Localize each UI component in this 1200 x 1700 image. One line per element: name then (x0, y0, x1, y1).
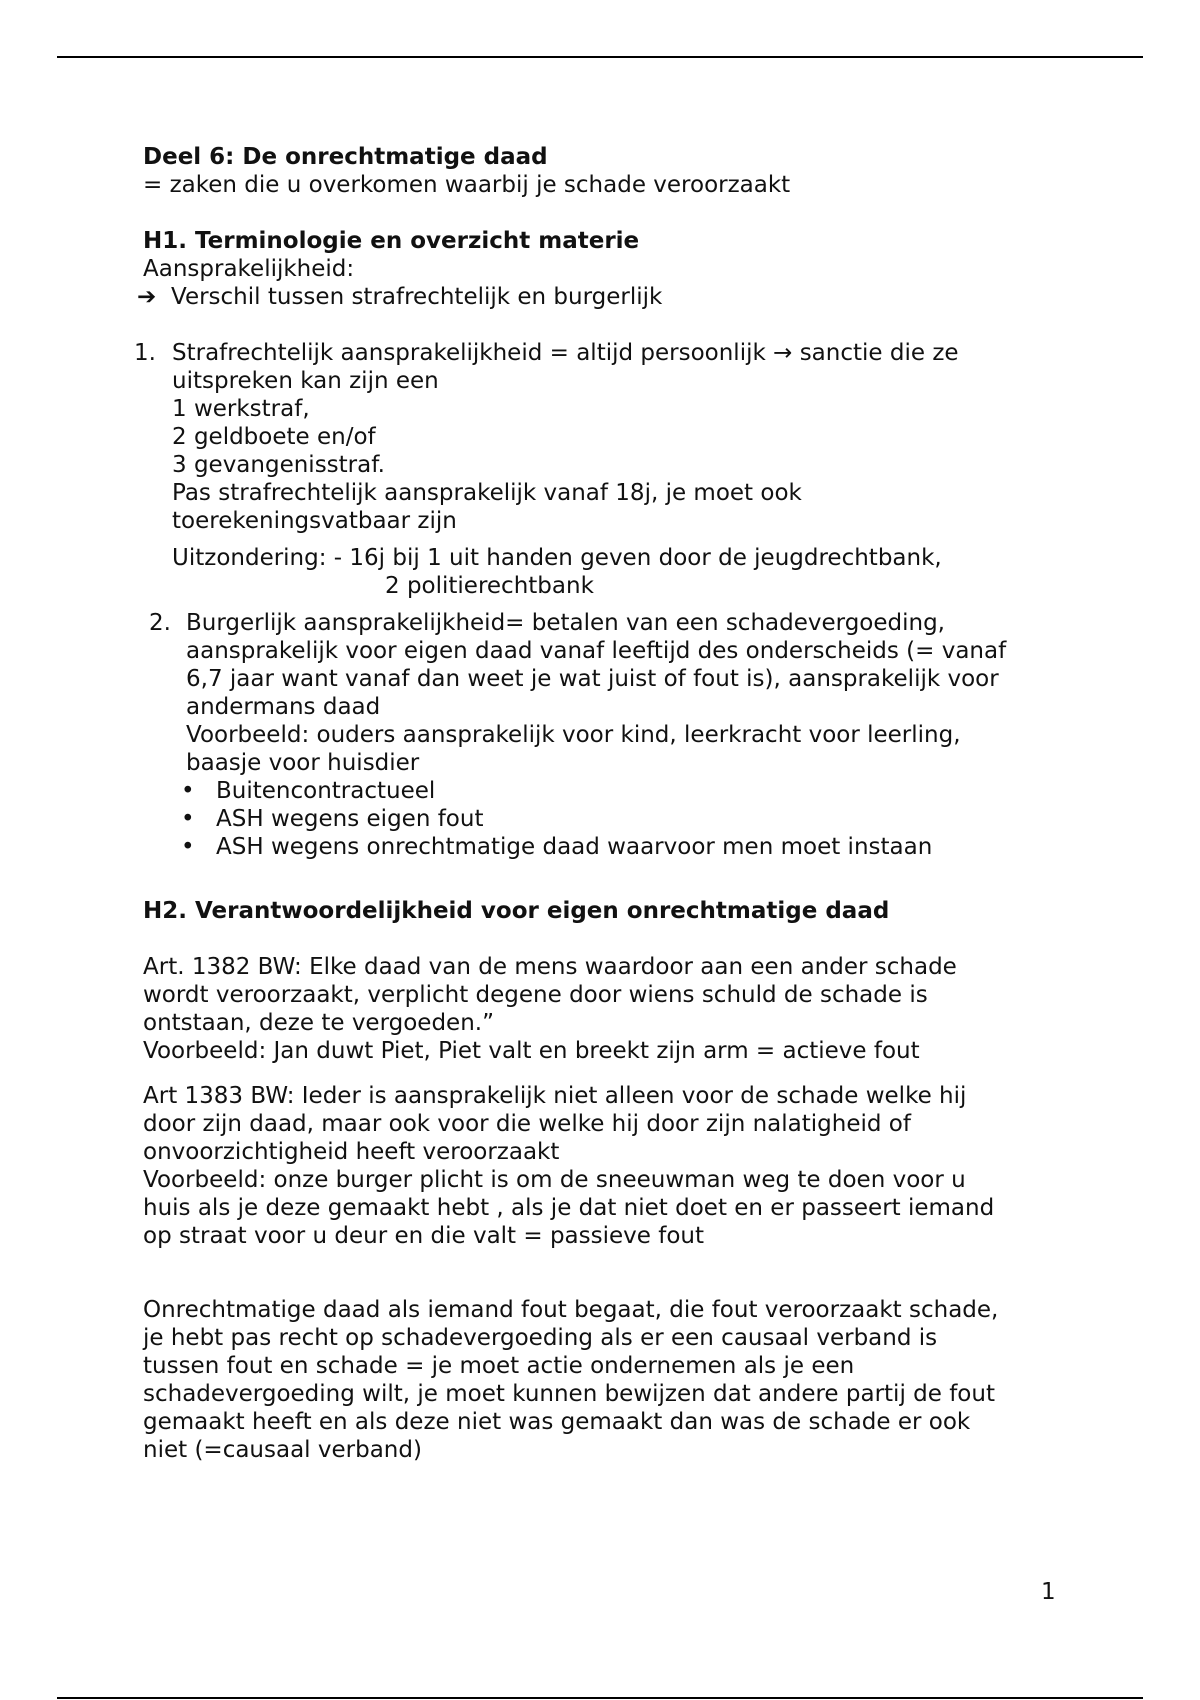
section-h2-heading: H2. Verantwoordelijkheid voor eigen onrechtmatige daad (143, 898, 890, 924)
bullet-item: • ASH wegens onrechtmatige daad waarvoor men moet instaan (181, 834, 933, 860)
bullet-icon: • (181, 806, 195, 832)
list-line: uitspreken kan zijn een (172, 368, 439, 394)
list-line: aansprakelijk voor eigen daad vanaf leeftijd des onderscheids (= vanaf (186, 638, 1007, 664)
list-line: 2 geldboete en/of (172, 424, 376, 450)
paragraph-line: Art. 1382 BW: Elke daad van de mens waardoor aan een ander schade (143, 954, 957, 980)
list-item-criminal (134, 339, 1083, 535)
document-body (134, 143, 1083, 1464)
paragraph-line: Voorbeeld: onze burger plicht is om de sneeuwman weg te doen voor u (143, 1167, 966, 1193)
arrow-item-text: Verschil tussen strafrechtelijk en burgerlijk (171, 284, 663, 310)
section-h1-heading: H1. Terminologie en overzicht materie (143, 228, 640, 254)
bullet-item: • ASH wegens eigen fout (181, 806, 484, 832)
bullet-icon: • (181, 834, 195, 860)
paragraph-line: tussen fout en schade = je moet actie ondernemen als je een (143, 1353, 855, 1379)
list-line: 1 werkstraf, (172, 396, 310, 422)
paragraph-line: gemaakt heeft en als deze niet was gemaakt dan was de schade er ook (143, 1409, 971, 1435)
intro-line: = zaken die u overkomen waarbij je schade veroorzaakt (143, 172, 791, 198)
paragraph-line: Art 1383 BW: Ieder is aansprakelijk niet alleen voor de schade welke hij (143, 1083, 967, 1109)
liability-label: Aansprakelijkheid: (143, 256, 355, 282)
bullet-item: • Buitencontractueel (181, 778, 436, 804)
list-line: Pas strafrechtelijk aansprakelijk vanaf 18j, je moet ook (172, 480, 802, 506)
list-line: 6,7 jaar want vanaf dan weet je wat juist of fout is), aansprakelijk voor (186, 666, 999, 692)
arrow-item (137, 283, 1083, 311)
paragraph-line: wordt veroorzaakt, verplicht degene door wiens schuld de schade is (143, 982, 928, 1008)
paragraph-line: schadevergoeding wilt, je moet kunnen bewijzen dat andere partij de fout (143, 1381, 995, 1407)
list-number: 2. (149, 610, 171, 636)
bullet-icon: • (181, 778, 195, 804)
paragraph-line: op straat voor u deur en die valt = passieve fout (143, 1223, 704, 1249)
document-title: Deel 6: De onrechtmatige daad (143, 144, 548, 170)
paragraph-line: onvoorzichtigheid heeft veroorzaakt (143, 1139, 560, 1165)
exception-line: 2 politierechtbank (385, 573, 594, 599)
paragraph-line: niet (=causaal verband) (143, 1437, 422, 1463)
causal-paragraph (143, 1296, 1083, 1464)
paragraph-line: Onrechtmatige daad als iemand fout begaat, die fout veroorzaakt schade, (143, 1297, 999, 1323)
arrow-right-icon: ➔ (137, 284, 157, 310)
paragraph-line: ontstaan, deze te vergoeden.” (143, 1010, 495, 1036)
footer-rule (57, 1697, 1143, 1699)
bullet-list (143, 777, 1083, 861)
list-line: Voorbeeld: ouders aansprakelijk voor kind, leerkracht voor leerling, (186, 722, 961, 748)
paragraph-line: huis als je deze gemaakt hebt , als je dat niet doet en er passeert iemand (143, 1195, 995, 1221)
paragraph-line: door zijn daad, maar ook voor die welke hij door zijn nalatigheid of (143, 1111, 911, 1137)
exception-line: Uitzondering: - 16j bij 1 uit handen geven door de jeugdrechtbank, (172, 545, 942, 571)
header-rule (57, 56, 1143, 58)
paragraph-line: je hebt pas recht op schadevergoeding als er een causaal verband is (143, 1325, 938, 1351)
article-1383 (143, 1082, 1083, 1250)
list-line: Burgerlijk aansprakelijkheid= betalen van een schadevergoeding, (186, 610, 945, 636)
list-line: andermans daad (186, 694, 381, 720)
exception-block (143, 544, 1083, 600)
list-number: 1. (134, 340, 156, 366)
list-line: Strafrechtelijk aansprakelijkheid = altijd persoonlijk → sanctie die ze (172, 340, 959, 366)
article-1382 (143, 953, 1083, 1065)
list-item-civil (143, 609, 1083, 777)
list-line: baasje voor huisdier (186, 750, 420, 776)
paragraph-line: Voorbeeld: Jan duwt Piet, Piet valt en breekt zijn arm = actieve fout (143, 1038, 920, 1064)
list-line: toerekeningsvatbaar zijn (172, 508, 457, 534)
list-line: 3 gevangenisstraf. (172, 452, 385, 478)
page-number: 1 (1041, 1579, 1056, 1605)
